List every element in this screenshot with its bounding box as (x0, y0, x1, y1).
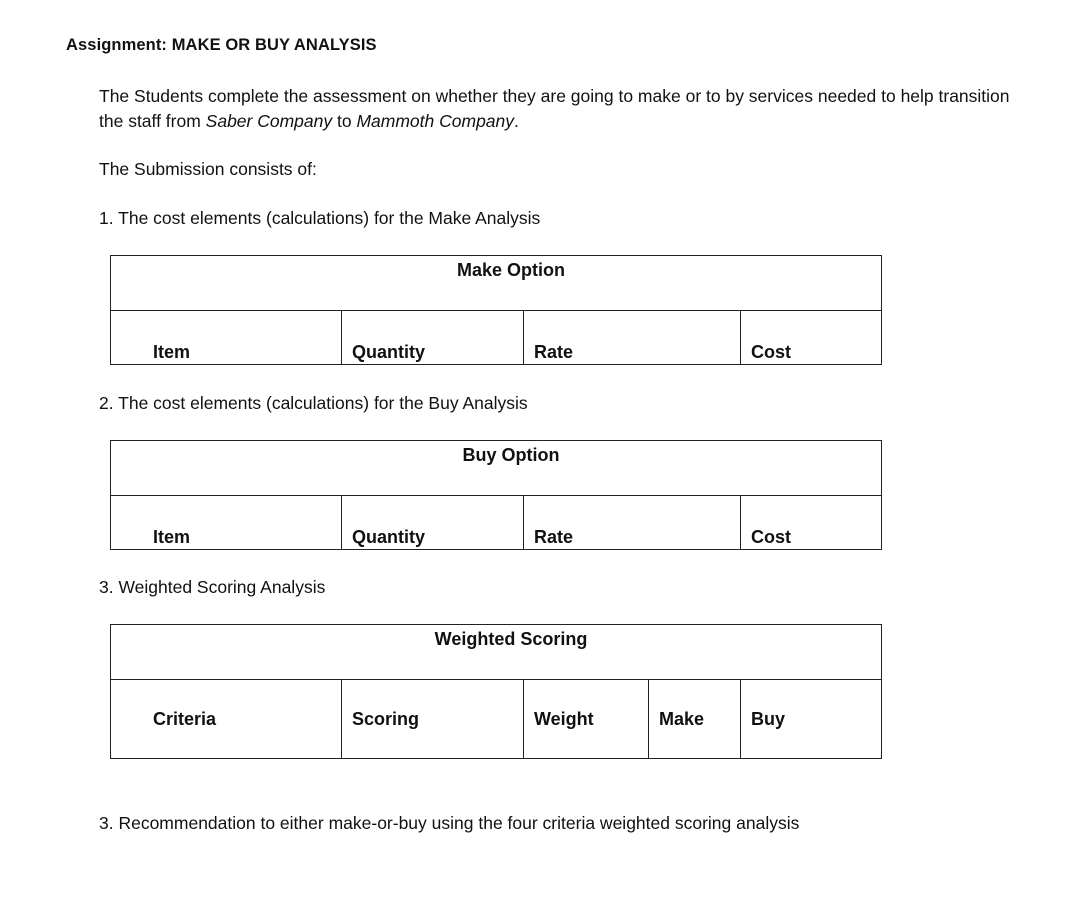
buy-col-rate: Rate (524, 496, 741, 550)
list-item-make-analysis: 1. The cost elements (calculations) for the Make Analysis (99, 208, 541, 228)
buy-option-heading: Buy Option (111, 441, 882, 496)
ws-col-buy: Buy (741, 680, 882, 759)
intro-text-1: The Students complete the assessment on whether they are going to make or to by services needed to help transition the staff from (99, 86, 1010, 131)
buy-col-quantity: Quantity (342, 496, 524, 550)
list-item-weighted-scoring: 3. Weighted Scoring Analysis (99, 577, 326, 597)
make-option-heading: Make Option (111, 256, 882, 311)
intro-text-2: to (332, 111, 357, 131)
make-option-table (110, 255, 882, 365)
ws-col-weight: Weight (524, 680, 649, 759)
ws-col-make: Make (649, 680, 741, 759)
make-col-cost: Cost (741, 311, 882, 365)
company-from: Saber Company (205, 111, 333, 131)
buy-col-cost: Cost (741, 496, 882, 550)
assignment-title: Assignment: MAKE OR BUY ANALYSIS (66, 36, 377, 54)
ws-col-scoring: Scoring (342, 680, 524, 759)
buy-col-item: Item (111, 496, 342, 550)
intro-paragraph (99, 84, 1019, 134)
company-to: Mammoth Company (356, 111, 515, 131)
buy-option-table (110, 440, 882, 550)
submission-heading: The Submission consists of: (99, 159, 317, 179)
make-col-rate: Rate (524, 311, 741, 365)
list-item-recommendation: 3. Recommendation to either make-or-buy using the four criteria weighted scoring analysis (99, 813, 800, 833)
list-item-buy-analysis: 2. The cost elements (calculations) for the Buy Analysis (99, 393, 528, 413)
weighted-scoring-table (110, 624, 882, 759)
ws-col-criteria: Criteria (111, 680, 342, 759)
make-col-quantity: Quantity (342, 311, 524, 365)
make-col-item: Item (111, 311, 342, 365)
weighted-scoring-heading: Weighted Scoring (111, 625, 882, 680)
intro-text-3: . (514, 111, 519, 131)
